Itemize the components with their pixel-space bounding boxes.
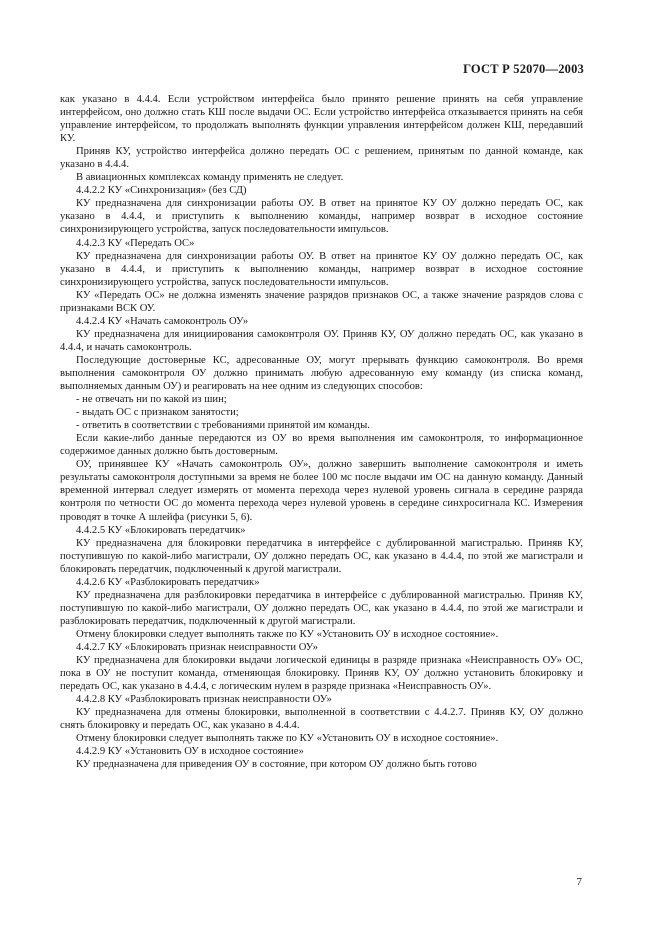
section-heading: 4.4.2.8 КУ «Разблокировать признак неисправности ОУ» [76, 694, 332, 706]
paragraph: ОУ, принявшее КУ «Начать самоконтроль ОУ», должно завершить выполнение самоконтроля и иметь результаты самоконтроля доступными за время не более 100 мс после выдачи им ОС на данную команду. Данный временной интервал следует измерять от момента перехода через нулевой уровень сигнала в середине разряда контроля по четности ОС до момента перехода через нулевой уровень в середине синхросигнала КС. Измерения проводят в точке А шлейфа (рисунки 5, 6). [60, 459, 583, 523]
section-heading: 4.4.2.9 КУ «Установить ОУ в исходное состояние» [76, 746, 304, 758]
paragraph: КУ предназначена для блокировки передатчика в интерфейсе с дублированной магистралью. Приняв КУ, поступившую по какой-либо магистрали, ОУ должно передать ОС, как указано в 4.4.4, по этой же магистрали и блокировать передатчик, подключенный к другой магистрали. [60, 537, 583, 575]
paragraph: КУ предназначена для отмены блокировки, выполненной в соответствии с 4.4.2.7. Приняв КУ, ОУ должно снять блокировку и передать ОС, как указано в 4.4.4. [60, 707, 583, 732]
list-item: - выдать ОС с признаком занятости; [76, 407, 239, 419]
paragraph: КУ предназначена для блокировки выдачи логической единицы в разряде признака «Неисправность ОУ» ОС, пока в ОУ не поступит команда, отменяющая блокировку. Приняв КУ, ОУ должно установить блокировку и передать ОС, как указано в 4.4.4, с логическим нулем в разряде признака «Неисправность ОУ». [60, 655, 583, 693]
paragraph: КУ предназначена для приведения ОУ в состояние, при котором ОУ должно быть готово [76, 759, 477, 771]
paragraph: КУ предназначена для разблокировки передатчика в интерфейсе с дублированной магистралью. Приняв КУ, поступившую по какой-либо магистрали, ОУ должно передать ОС, как указано в 4.4.4, по этой же магистрали и разблокировать передатчик, подключенный к другой магистрали. [60, 589, 583, 627]
paragraph: КУ предназначена для инициирования самоконтроля ОУ. Приняв КУ, ОУ должно передать ОС, как указано в 4.4.4, и начать самоконтроль. [60, 328, 583, 353]
section-heading: 4.4.2.4 КУ «Начать самоконтроль ОУ» [76, 315, 249, 327]
list-item: - не отвечать ни по какой из шин; [76, 394, 227, 406]
page-number: 7 [576, 876, 582, 888]
paragraph: как указано в 4.4.4. Если устройством интерфейса было принято решение принять на себя управление интерфейсом, оно должно стать КШ после выдачи ОС. Если устройство интерфейса отказывается принять на себя управление интерфейсом, то продолжать выполнять функции управления интерфейсом должен КШ, передавший КУ. [60, 94, 583, 145]
paragraph: Приняв КУ, устройство интерфейса должно передать ОС с решением, принятым по данной команде, как указано в 4.4.4. [60, 146, 583, 171]
section-heading: 4.4.2.5 КУ «Блокировать передатчик» [76, 524, 246, 536]
paragraph: В авиационных комплексах команду применять не следует. [76, 172, 344, 184]
list-item: - ответить в соответствии с требованиями принятой им команды. [76, 420, 370, 432]
standard-header: ГОСТ Р 52070—2003 [463, 62, 584, 76]
section-heading: 4.4.2.7 КУ «Блокировать признак неисправности ОУ» [76, 641, 318, 653]
body-text [60, 93, 583, 771]
paragraph: КУ «Передать ОС» не должна изменять значение разрядов признаков ОС, а также значение разрядов слова с признаками ВСК ОУ. [60, 289, 583, 314]
paragraph: КУ предназначена для синхронизации работы ОУ. В ответ на принятое КУ ОУ должно передать ОС, как указано в 4.4.4, и приступить к выполнению команды, например возврат в исходное состояние синхронизирующего устройства, запуск последовательности импульсов. [60, 198, 583, 236]
paragraph: Если какие-либо данные передаются из ОУ во время выполнения им самоконтроля, то информационное содержимое данных должно быть достоверным. [60, 433, 583, 458]
paragraph: Отмену блокировки следует выполнять также по КУ «Установить ОУ в исходное состояние». [76, 628, 499, 640]
paragraph: Отмену блокировки следует выполнять также по КУ «Установить ОУ в исходное состояние». [76, 733, 499, 745]
section-heading: 4.4.2.2 КУ «Синхронизация» (без СД) [76, 185, 247, 197]
paragraph: Последующие достоверные КС, адресованные ОУ, могут прерывать функцию самоконтроля. Во время выполнения самоконтроля ОУ должно принимать любую адресованную ему команду (из списка команд, выполняемых данным ОУ) и реагировать на нее одним из следующих способов: [60, 354, 583, 393]
paragraph: КУ предназначена для синхронизации работы ОУ. В ответ на принятое КУ ОУ должно передать ОС, как указано в 4.4.4, и приступить к выполнению команды, например возврат в исходное состояние синхронизирующего устройства, запуск последовательности импульсов. [60, 250, 583, 288]
section-heading: 4.4.2.3 КУ «Передать ОС» [76, 237, 195, 249]
section-heading: 4.4.2.6 КУ «Разблокировать передатчик» [76, 576, 260, 588]
